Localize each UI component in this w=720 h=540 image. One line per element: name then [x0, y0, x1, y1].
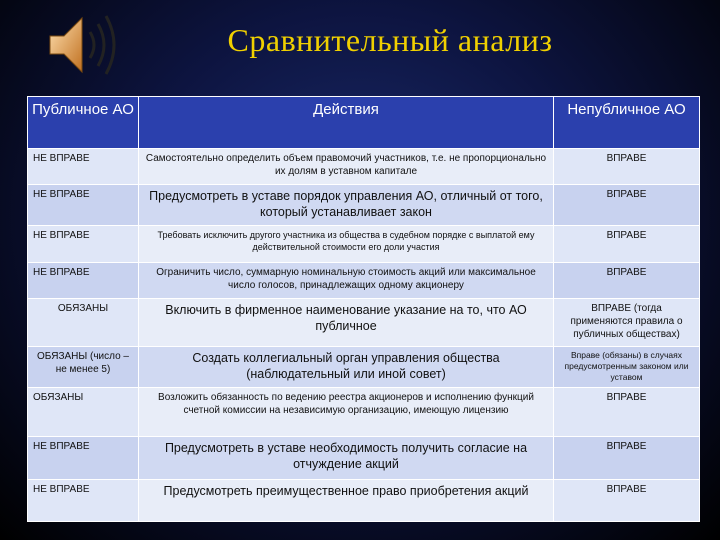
- cell-public: НЕ ВПРАВЕ: [28, 149, 139, 185]
- cell-nonpublic: ВПРАВЕ: [554, 262, 700, 298]
- cell-action: Предусмотреть в уставе необходимость получить согласие на отчуждение акций: [139, 437, 554, 479]
- cell-nonpublic: ВПРАВЕ: [554, 225, 700, 262]
- cell-nonpublic: ВПРАВЕ (тогда применяются правила о публичных обществах): [554, 299, 700, 346]
- cell-nonpublic: ВПРАВЕ: [554, 387, 700, 436]
- cell-action: Требовать исключить другого участника из общества в судебном порядке с выплатой ему действительной стоимости его доли участия: [139, 225, 554, 262]
- page-title: Сравнительный анализ: [227, 22, 553, 58]
- cell-nonpublic: ВПРАВЕ: [554, 479, 700, 521]
- header-actions: Действия: [139, 97, 554, 149]
- cell-public: НЕ ВПРАВЕ: [28, 437, 139, 479]
- cell-public: НЕ ВПРАВЕ: [28, 185, 139, 225]
- cell-public: НЕ ВПРАВЕ: [28, 262, 139, 298]
- cell-nonpublic: ВПРАВЕ: [554, 437, 700, 479]
- cell-public: НЕ ВПРАВЕ: [28, 479, 139, 521]
- cell-action: Возложить обязанность по ведению реестра акционеров и исполнению функций счетной комиссии на независимую организацию, имеющую лицензию: [139, 387, 554, 436]
- cell-public: ОБЯЗАНЫ (число – не менее 5): [28, 346, 139, 387]
- cell-nonpublic: ВПРАВЕ: [554, 149, 700, 185]
- cell-action: Создать коллегиальный орган управления общества (наблюдательный или иной совет): [139, 346, 554, 387]
- cell-public: НЕ ВПРАВЕ: [28, 225, 139, 262]
- cell-action: Включить в фирменное наименование указание на то, что АО публичное: [139, 299, 554, 346]
- cell-nonpublic: Вправе (обязаны) в случаях предусмотренным законом или уставом: [554, 346, 700, 387]
- cell-public: ОБЯЗАНЫ: [28, 387, 139, 436]
- header-public: Публичное АО: [28, 97, 139, 149]
- comparison-table: [27, 96, 700, 522]
- cell-action: Самостоятельно определить объем правомочий участников, т.е. не пропорционально их долям в уставном капитале: [139, 149, 554, 185]
- header-nonpublic: Непубличное АО: [554, 97, 700, 149]
- cell-nonpublic: ВПРАВЕ: [554, 185, 700, 225]
- cell-action: Предусмотреть преимущественное право приобретения акций: [139, 479, 554, 521]
- cell-public: ОБЯЗАНЫ: [28, 299, 139, 346]
- cell-action: Предусмотреть в уставе порядок управления АО, отличный от того, который устанавливает закон: [139, 185, 554, 225]
- cell-action: Ограничить число, суммарную номинальную стоимость акций или максимальное число голосов, принадлежащих одному акционеру: [139, 262, 554, 298]
